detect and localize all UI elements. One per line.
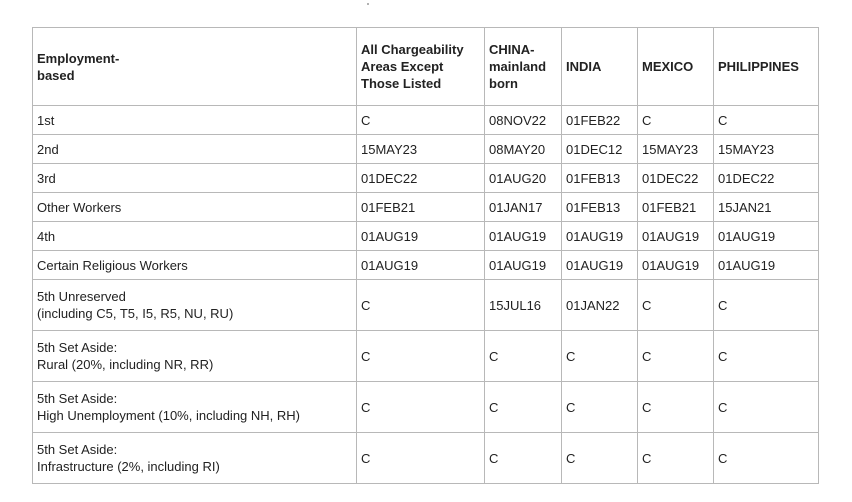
date-cell: 01AUG19 <box>485 222 562 251</box>
table-row <box>33 251 819 280</box>
date-cell: 01FEB13 <box>562 193 638 222</box>
date-cell: 01FEB13 <box>562 164 638 193</box>
category-cell: 5th Set Aside: Rural (20%, including NR, RR) <box>33 331 357 382</box>
date-cell: C <box>638 106 714 135</box>
date-cell: 01FEB21 <box>357 193 485 222</box>
table-row <box>33 106 819 135</box>
date-cell: 01AUG19 <box>485 251 562 280</box>
date-cell: 08NOV22 <box>485 106 562 135</box>
date-cell: C <box>638 382 714 433</box>
table-row <box>33 331 819 382</box>
table-row <box>33 222 819 251</box>
date-cell: 01AUG19 <box>714 251 819 280</box>
date-cell: C <box>485 433 562 484</box>
date-cell: 01AUG19 <box>562 251 638 280</box>
header-mexico: MEXICO <box>638 28 714 106</box>
date-cell: 01FEB22 <box>562 106 638 135</box>
table-row <box>33 135 819 164</box>
header-row <box>33 28 819 106</box>
date-cell: 01JAN17 <box>485 193 562 222</box>
header-india: INDIA <box>562 28 638 106</box>
date-cell: C <box>562 433 638 484</box>
visa-bulletin-table <box>32 27 819 484</box>
date-cell: 01AUG19 <box>638 251 714 280</box>
date-cell: C <box>357 280 485 331</box>
table-row <box>33 433 819 484</box>
date-cell: 01AUG19 <box>714 222 819 251</box>
date-cell: C <box>714 280 819 331</box>
category-cell: 1st <box>33 106 357 135</box>
date-cell: C <box>638 280 714 331</box>
date-cell: 01DEC22 <box>357 164 485 193</box>
date-cell: 01DEC22 <box>714 164 819 193</box>
date-cell: 01JAN22 <box>562 280 638 331</box>
date-cell: 01DEC12 <box>562 135 638 164</box>
date-cell: C <box>357 382 485 433</box>
table-body <box>33 106 819 484</box>
date-cell: C <box>714 106 819 135</box>
date-cell: C <box>714 433 819 484</box>
date-cell: 15MAY23 <box>638 135 714 164</box>
header-china: CHINA- mainland born <box>485 28 562 106</box>
date-cell: 08MAY20 <box>485 135 562 164</box>
table-row <box>33 164 819 193</box>
category-cell: 5th Set Aside: Infrastructure (2%, including RI) <box>33 433 357 484</box>
date-cell: 01AUG19 <box>638 222 714 251</box>
date-cell: C <box>638 331 714 382</box>
date-cell: 01AUG19 <box>357 251 485 280</box>
date-cell: 01DEC22 <box>638 164 714 193</box>
date-cell: C <box>638 433 714 484</box>
category-cell: 5th Unreserved (including C5, T5, I5, R5, NU, RU) <box>33 280 357 331</box>
date-cell: C <box>357 106 485 135</box>
header-all-chargeability: All Chargeability Areas Except Those Listed <box>357 28 485 106</box>
date-cell: C <box>562 331 638 382</box>
date-cell: 01AUG20 <box>485 164 562 193</box>
date-cell: C <box>562 382 638 433</box>
date-cell: C <box>485 331 562 382</box>
category-cell: 4th <box>33 222 357 251</box>
table-row <box>33 382 819 433</box>
table-header <box>33 28 819 106</box>
date-cell: 15MAY23 <box>357 135 485 164</box>
date-cell: C <box>357 331 485 382</box>
category-cell: Other Workers <box>33 193 357 222</box>
date-cell: 15JUL16 <box>485 280 562 331</box>
table-row <box>33 193 819 222</box>
date-cell: C <box>357 433 485 484</box>
header-category: Employment- based <box>33 28 357 106</box>
date-cell: 01FEB21 <box>638 193 714 222</box>
category-cell: 5th Set Aside: High Unemployment (10%, including NH, RH) <box>33 382 357 433</box>
date-cell: C <box>714 382 819 433</box>
header-philippines: PHILIPPINES <box>714 28 819 106</box>
date-cell: C <box>485 382 562 433</box>
date-cell: C <box>714 331 819 382</box>
date-cell: 01AUG19 <box>357 222 485 251</box>
date-cell: 15MAY23 <box>714 135 819 164</box>
category-cell: Certain Religious Workers <box>33 251 357 280</box>
table-row <box>33 280 819 331</box>
date-cell: 01AUG19 <box>562 222 638 251</box>
decorative-dot <box>367 3 369 5</box>
category-cell: 3rd <box>33 164 357 193</box>
date-cell: 15JAN21 <box>714 193 819 222</box>
category-cell: 2nd <box>33 135 357 164</box>
